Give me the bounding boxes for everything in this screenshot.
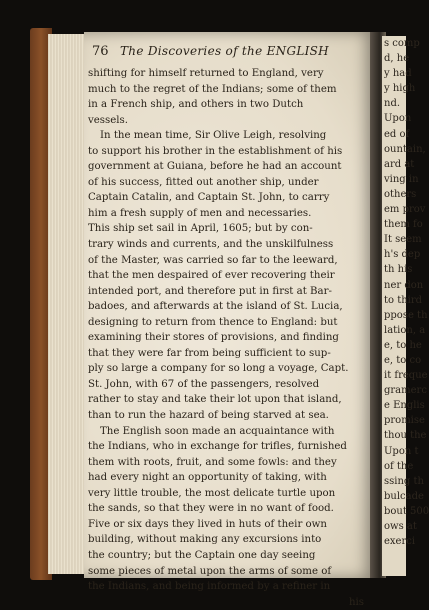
facing-page-line: promise [384, 415, 425, 427]
page-header [92, 44, 362, 64]
text-line: him a fresh supply of men and necessaries. [88, 207, 312, 219]
facing-page-line: exerci [384, 536, 416, 548]
facing-page-line: th his [384, 264, 413, 276]
facing-page-line: ner don [384, 279, 424, 291]
facing-page-line: em prov [384, 204, 426, 216]
text-line: some pieces of metal upon the arms of some of [88, 565, 332, 577]
text-line: the Indians, and being informed by a refiner in [88, 581, 331, 593]
facing-page-line: thou the [384, 430, 427, 442]
text-line: badoes, and afterwards at the island of St. Lucia, [88, 301, 343, 313]
facing-page-line: gramerc [384, 385, 427, 397]
facing-page-line: lation, a [384, 324, 426, 336]
facing-page-line: d, he [384, 53, 410, 65]
facing-page-line: y high [384, 83, 416, 95]
facing-page-line: ppose th [384, 309, 428, 321]
facing-page-line: ssing th [384, 475, 424, 487]
facing-page-line: nd. [384, 98, 401, 110]
text-line: in a French ship, and others in two Dutch [88, 99, 304, 111]
text-line: This ship set sail in April, 1605; but by con- [88, 223, 313, 235]
text-line: building, without making any excursions into [88, 534, 322, 546]
facing-page-line: of the [384, 460, 414, 472]
text-line: them with roots, fruit, and some fowls: and they [88, 456, 337, 468]
facing-page-line: ed of [384, 128, 410, 140]
text-line: that the men despaired of ever recovering their [88, 270, 335, 282]
facing-page-line: Upon t [384, 445, 419, 457]
text-line: that they were far from being sufficient to sup- [88, 347, 331, 359]
text-line: much to the regret of the Indians; some of them [88, 83, 337, 95]
facing-page-line: to third [384, 294, 423, 306]
body-text [88, 66, 364, 610]
text-line: government at Guiana, before he had an account [88, 161, 342, 173]
book [30, 28, 429, 608]
facing-page-line: ving in [384, 173, 419, 185]
facing-page-line: bulcade [384, 490, 424, 502]
text-line: rather to stay and take their lot upon that island, [88, 394, 342, 406]
facing-page-line: y had [384, 68, 412, 80]
text-line: the country; but the Captain one day seeing [88, 549, 316, 561]
facing-page-line: It seem [384, 234, 422, 246]
text-line: designing to return from thence to England: but [88, 316, 338, 328]
text-line: very little trouble, the most delicate turtle upon [88, 487, 336, 499]
text-line: shifting for himself returned to England, very [88, 68, 324, 79]
running-title: The Discoveries of the ENGLISH [120, 44, 329, 58]
facing-page-line: ard at [384, 158, 415, 170]
facing-page-line: ows at [384, 521, 417, 532]
facing-page-line: h's dep [384, 249, 421, 261]
text-line: examining their stores of provisions, and finding [88, 332, 339, 344]
facing-page-line: it freque [384, 370, 428, 382]
facing-page-line: Upon [384, 113, 412, 125]
text-line: St. John, with 67 of the passengers, resolved [88, 378, 320, 390]
facing-page [382, 36, 429, 576]
text-line: than to run the hazard of being starved at sea. [88, 410, 329, 422]
facing-page-line: them fo [384, 219, 423, 231]
facing-page-line: s comp [384, 38, 420, 49]
text-line: to support his brother in the establishment of his [88, 145, 343, 157]
text-line: The English soon made an acquaintance with [100, 425, 335, 437]
text-line: the Indians, who in exchange for trifles, furnished [88, 441, 347, 453]
text-line: intended port, and therefore put in first at Bar- [88, 285, 332, 297]
facing-page-line: e Englis [384, 400, 425, 412]
page-edges [48, 34, 88, 574]
text-line: ply so large a company for so long a voyage, Capt. [88, 363, 349, 375]
text-line: trary winds and currents, and the unskilfulness [88, 239, 334, 251]
page-number: 76 [92, 44, 109, 59]
text-line: of the Master, was carried so far to the leeward, [88, 254, 338, 266]
text-line: of his success, fitted out another ship, under [88, 176, 319, 188]
text-line: Five or six days they lived in huts of their own [88, 518, 327, 530]
text-line: vessels. [88, 114, 128, 126]
text-line: had every night an opportunity of taking, with [88, 472, 327, 484]
catchword: his [348, 596, 364, 608]
facing-page-line: others [384, 188, 417, 200]
facing-page-line: e, to he [384, 339, 422, 351]
text-line: Captain Catalin, and Captain St. John, to carry [88, 192, 330, 204]
facing-page-line: e, to co [384, 354, 422, 366]
text-line: the sands, so that they were in no want of food. [88, 503, 334, 515]
facing-page-line: ountain, [384, 143, 426, 155]
facing-page-line: bout 500 [384, 505, 429, 517]
text-line: In the mean time, Sir Olive Leigh, resolving [100, 130, 327, 142]
